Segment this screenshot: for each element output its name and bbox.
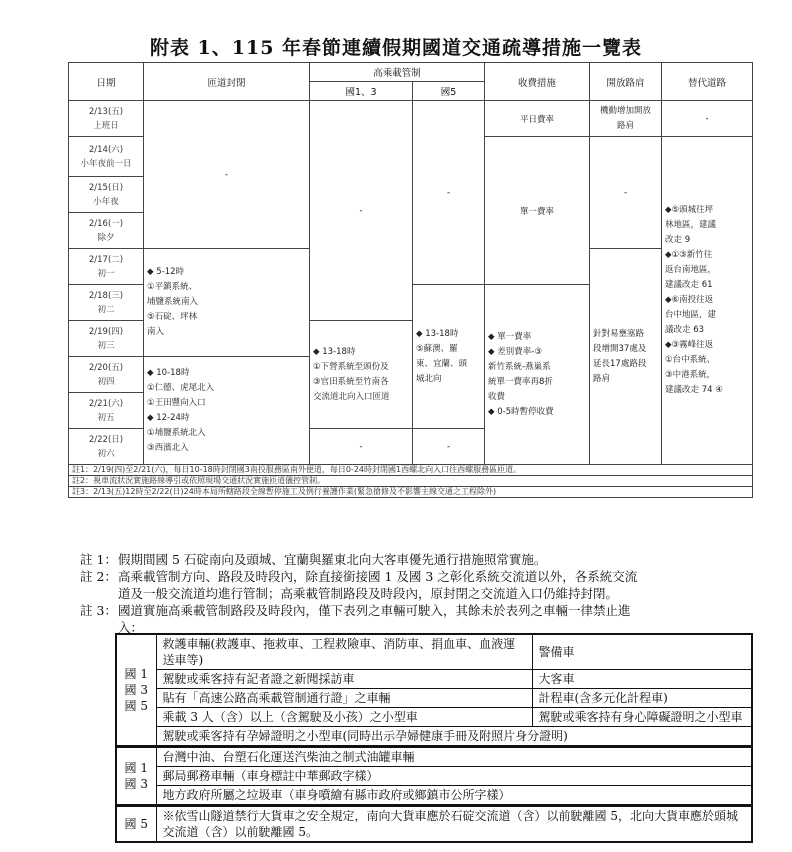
header-hov-n5: 國5	[413, 82, 485, 101]
alt-routes: ◆⑤頭城往坪 林地區，建議 改走 9 ◆①③新竹往 返台南地區， 建議改走 61 ◆⑥南投往返 台中地區，建 議改走 63 ◆③霧峰往返 ①台中系統、 ③中港系統， 建議改走 74 ④	[662, 137, 753, 465]
shoulder-extra: 機動增加開放 路肩	[590, 101, 662, 137]
table-note-1: 註1：2/19(四)至2/21(六)，每日10-18時封閉國3南投服務區南外便道，每日0-24時封閉國1西螺北向入口往西螺服務區匝道。	[69, 465, 753, 476]
ramp-dash: -	[144, 101, 310, 249]
alt-dash: -	[662, 101, 753, 137]
toll-weekday: 平日費率	[485, 101, 590, 137]
date-cell: 2/22(日) 初六	[69, 429, 144, 465]
shoulder-open: 針對易壅塞路 段增開37處及 延長17處路段 路肩	[590, 249, 662, 465]
group-n1-n3-n5: 國 1 國 3 國 5	[116, 634, 156, 747]
date-cell: 2/18(三) 初二	[69, 285, 144, 321]
date-cell: 2/21(六) 初五	[69, 393, 144, 429]
ramp-closure-afternoon: ◆ 10-18時 ①仁德、虎尾北入 ①王田豐向入口 ◆ 12-24時 ①埔鹽系統北入 ③西濱北入	[144, 357, 310, 465]
group-n5: 國 5	[116, 806, 156, 843]
hov13-north: ◆ 13-18時 ①下營系統至頭份及 ③官田系統至竹南各 交流道北向入口匝道	[310, 321, 413, 429]
vehicle-garbage: 地方政府所屬之垃圾車（車身噴繪有縣市政府或鄉鎮市公所字樣）	[156, 786, 752, 806]
date-cell: 2/20(五) 初四	[69, 357, 144, 393]
vehicle-emergency: 救護車輛(救護車、拖救車、工程救險車、消防車、捐血車、血液運送車等)	[156, 634, 532, 670]
vehicle-pregnant: 駕駛或乘客持有孕婦證明之小型車(同時出示孕婦健康手冊及附照片身分證明)	[156, 727, 752, 747]
vehicle-disability: 駕駛或乘客持有身心障礙證明之小型車	[532, 708, 752, 727]
tunnel-truck-rule: ※依雪山隧道禁行大貨車之安全規定，南向大貨車應於石碇交流道（含）以前駛離國 5，北向大貨車應於頭城交流道（含）以前駛離國 5。	[156, 806, 752, 843]
header-date: 日期	[69, 63, 144, 101]
header-ramp: 匝道封閉	[144, 63, 310, 101]
hov5-dash: -	[413, 101, 485, 285]
note-1: 註 1：假期間國 5 石碇南向及頭城、宜蘭與羅東北向大客車優先通行措施照常實施。	[80, 552, 547, 567]
permitted-vehicles-table	[115, 633, 753, 843]
toll-differential: ◆ 單一費率 ◆ 差別費率-③ 新竹系統-燕巢系 統單一費率再8折 收費 ◆ 0-5時暫停收費	[485, 285, 590, 465]
note-3: 註 3：國道實施高乘載管制路段及時段內，僅下表列之車輛可駛入，其餘未於表列之車輛一律禁止進 入：	[80, 603, 631, 635]
header-hov: 高乘載管制	[310, 63, 485, 82]
date-cell: 2/15(日) 小年夜	[69, 177, 144, 213]
date-cell: 2/14(六) 小年夜前一日	[69, 137, 144, 177]
hov13-dash: -	[310, 429, 413, 465]
toll-single-rate: 單一費率	[485, 137, 590, 285]
vehicle-press: 駕駛或乘客持有記者證之新聞採訪車	[156, 670, 532, 689]
vehicle-bus: 大客車	[532, 670, 752, 689]
vehicle-police: 警備車	[532, 634, 752, 670]
date-cell: 2/17(二) 初一	[69, 249, 144, 285]
ramp-closure-morning: ◆ 5-12時 ①平鎮系統、 埔鹽系統南入 ⑤石碇、坪林 南入	[144, 249, 310, 357]
page-title: 附表 1、115 年春節連續假期國道交通疏導措施一覽表	[149, 37, 643, 59]
header-alt: 替代道路	[662, 63, 753, 101]
hov5-north: ◆ 13-18時 ⑤蘇澳、羅 東、宜蘭、頭 城北向	[413, 285, 485, 429]
measures-table	[68, 62, 753, 498]
vehicle-fuel-tanker: 台灣中油、台塑石化運送汽柴油之制式油罐車輛	[156, 747, 752, 767]
header-shoulder: 開放路肩	[590, 63, 662, 101]
table-note-2: 註2：視車流狀況實施路線導引或依照現場交通狀況實施匝道儀控管制。	[69, 476, 753, 487]
header-hov-n13: 國1、3	[310, 82, 413, 101]
vehicle-permit: 貼有「高速公路高乘載管制通行證」之車輛	[156, 689, 532, 708]
vehicle-three-occupants: 乘載 3 人（含）以上（含駕駛及小孩）之小型車	[156, 708, 532, 727]
hov5-dash: -	[413, 429, 485, 465]
shoulder-dash: -	[590, 137, 662, 249]
date-cell: 2/19(四) 初三	[69, 321, 144, 357]
date-cell: 2/13(五) 上班日	[69, 101, 144, 137]
table-note-3: 註3：2/13(五)12時至2/22(日)24時本局所轄路段全線暫停施工及例行養護作業(緊急搶修及不影響主線交通之工程除外)	[69, 487, 753, 498]
note-2: 註 2：高乘載管制方向、路段及時段內，除直接銜接國 1 及國 3 之彰化系統交流道以外，各系統交流 道及一般交流道均進行管制；高乘載管制路段及時段內，原封閉之交流道入口仍維持封閉。	[80, 569, 638, 601]
vehicle-postal: 郵局郵務車輛（車身標註中華郵政字樣）	[156, 767, 752, 786]
header-toll: 收費措施	[485, 63, 590, 101]
group-n1-n3: 國 1 國 3	[116, 747, 156, 806]
hov13-dash: -	[310, 101, 413, 321]
date-cell: 2/16(一) 除夕	[69, 213, 144, 249]
vehicle-taxi: 計程車(含多元化計程車)	[532, 689, 752, 708]
